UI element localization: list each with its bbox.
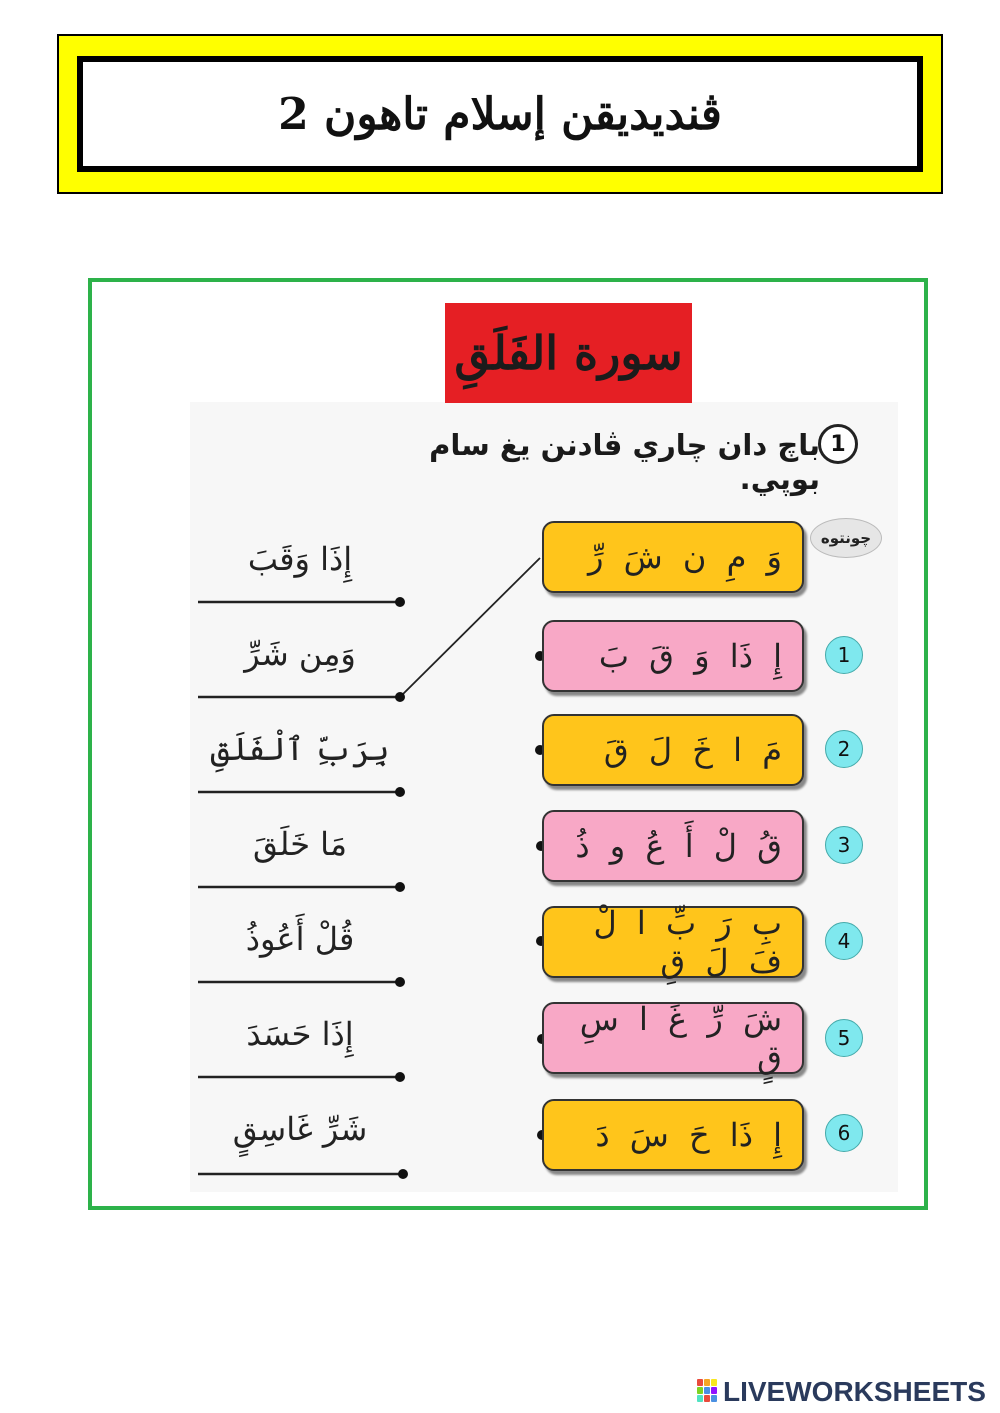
- syllable-box-6[interactable]: [542, 1099, 804, 1171]
- instruction-text: باچ دان چاري ڤادنن يغ سام بوڽي.: [429, 428, 820, 496]
- word-dot-4: [395, 882, 405, 892]
- syllable-box-2[interactable]: [542, 714, 804, 786]
- word-dot-1: [395, 597, 405, 607]
- syllable-text: بِ رَ بِّ ا لْ فَ لَ قِ: [593, 904, 782, 980]
- example-syllable-box: [542, 521, 804, 593]
- syllable-box-5[interactable]: [542, 1002, 804, 1074]
- word-dot-6: [395, 1072, 405, 1082]
- syllable-box-3[interactable]: [542, 810, 804, 882]
- number-circle-3: 3: [825, 826, 863, 864]
- syllable-text: إِ ذَا وَ قَ بَ: [598, 637, 782, 675]
- liveworksheets-logo[interactable]: [697, 1376, 986, 1408]
- word-option-5[interactable]: قُلْ أَعُوذُ: [245, 920, 355, 958]
- number-circle-2: 2: [825, 730, 863, 768]
- example-badge: چونتوه: [810, 518, 882, 558]
- word-option-4[interactable]: مَا خَلَقَ: [252, 825, 348, 863]
- page-title: ڤنديديقن إسلام تاهون 2: [278, 88, 722, 140]
- number-circle-4: 4: [825, 922, 863, 960]
- number-circle-1: 1: [825, 636, 863, 674]
- liveworksheets-logo-icon: [697, 1379, 719, 1405]
- syllable-text: مَ ا خَ لَ قَ: [603, 731, 782, 769]
- question-number: 1: [818, 424, 858, 464]
- number-circle-6: 6: [825, 1114, 863, 1152]
- word-option-6[interactable]: إِذَا حَسَدَ: [246, 1015, 354, 1053]
- syllable-text: شَ رِّ غَ ا سِ قٍ: [579, 1000, 782, 1076]
- surah-title: سورة الفَلَقِ: [454, 326, 683, 380]
- syllable-box-4[interactable]: [542, 906, 804, 978]
- example-syllables: وَ مِ ن شَ رِّ: [588, 538, 782, 576]
- syllable-box-1[interactable]: [542, 620, 804, 692]
- word-dot-2: [395, 692, 405, 702]
- number-circle-5: 5: [825, 1019, 863, 1057]
- syllable-text: قُ لْ أَ عُ و ذُ: [575, 827, 782, 865]
- liveworksheets-brand: LIVEWORKSHEETS: [723, 1376, 986, 1407]
- syllable-text: إِ ذَا حَ سَ دَ: [595, 1116, 782, 1154]
- word-option-1[interactable]: إِذَا وَقَبَ: [247, 540, 353, 578]
- word-option-2[interactable]: وَمِن شَرِّ: [244, 635, 356, 673]
- word-dot-3: [395, 787, 405, 797]
- word-dot-5: [395, 977, 405, 987]
- word-option-3[interactable]: بِرَبِّ ٱلْفَلَقِ: [210, 730, 390, 768]
- word-dot-7: [398, 1169, 408, 1179]
- word-option-7[interactable]: شَرِّ غَاسِقٍ: [232, 1110, 368, 1148]
- example-connector-line: [400, 558, 540, 697]
